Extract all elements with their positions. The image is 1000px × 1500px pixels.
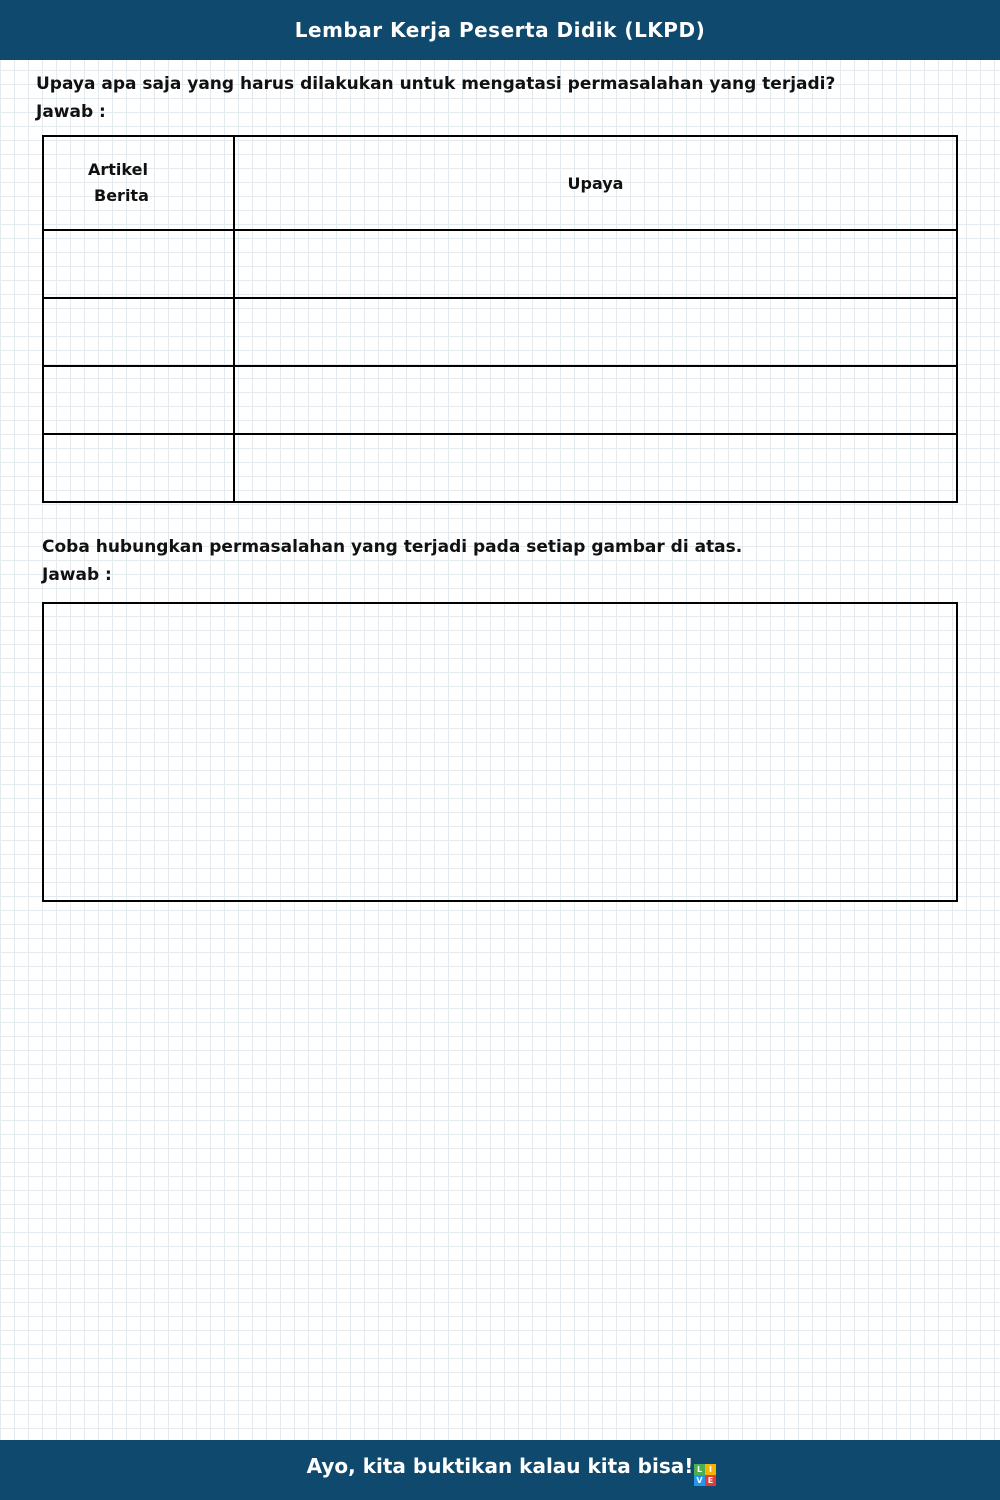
artikel-cell[interactable] bbox=[43, 230, 234, 298]
upaya-table bbox=[42, 135, 958, 503]
question-2-answer-label: Jawab : bbox=[42, 565, 112, 585]
table-row bbox=[43, 230, 957, 298]
logo-letter-i: I bbox=[705, 1464, 716, 1475]
logo-letter-e: E bbox=[705, 1475, 716, 1486]
question-2-text: Coba hubungkan permasalahan yang terjadi pada setiap gambar di atas. bbox=[42, 537, 743, 557]
worksheet-title: Lembar Kerja Peserta Didik (LKPD) bbox=[294, 18, 706, 42]
worksheet-footer bbox=[0, 1440, 1000, 1500]
question-2 bbox=[42, 533, 742, 589]
upaya-cell[interactable] bbox=[234, 298, 957, 366]
upaya-cell[interactable] bbox=[234, 366, 957, 434]
live-logo-icon bbox=[694, 1464, 716, 1486]
upaya-cell[interactable] bbox=[234, 434, 957, 502]
table-header-row bbox=[43, 136, 957, 230]
footer-motto: Ayo, kita buktikan kalau kita bisa! bbox=[306, 1454, 694, 1478]
table-row bbox=[43, 298, 957, 366]
logo-letter-l: L bbox=[694, 1464, 705, 1475]
artikel-cell[interactable] bbox=[43, 298, 234, 366]
logo-letter-v: V bbox=[694, 1475, 705, 1486]
answer-box[interactable] bbox=[42, 602, 958, 902]
table-row bbox=[43, 434, 957, 502]
column-header-berita: Berita bbox=[94, 186, 149, 205]
artikel-cell[interactable] bbox=[43, 366, 234, 434]
column-header-artikel-berita bbox=[43, 136, 234, 230]
question-1-answer-label: Jawab : bbox=[36, 102, 106, 122]
column-header-upaya: Upaya bbox=[234, 136, 957, 230]
worksheet-header bbox=[0, 0, 1000, 60]
table-row bbox=[43, 366, 957, 434]
question-1-text: Upaya apa saja yang harus dilakukan untuk mengatasi permasalahan yang terjadi? bbox=[36, 74, 836, 94]
upaya-cell[interactable] bbox=[234, 230, 957, 298]
column-header-artikel: Artikel bbox=[88, 160, 148, 179]
question-1 bbox=[36, 70, 835, 126]
artikel-cell[interactable] bbox=[43, 434, 234, 502]
